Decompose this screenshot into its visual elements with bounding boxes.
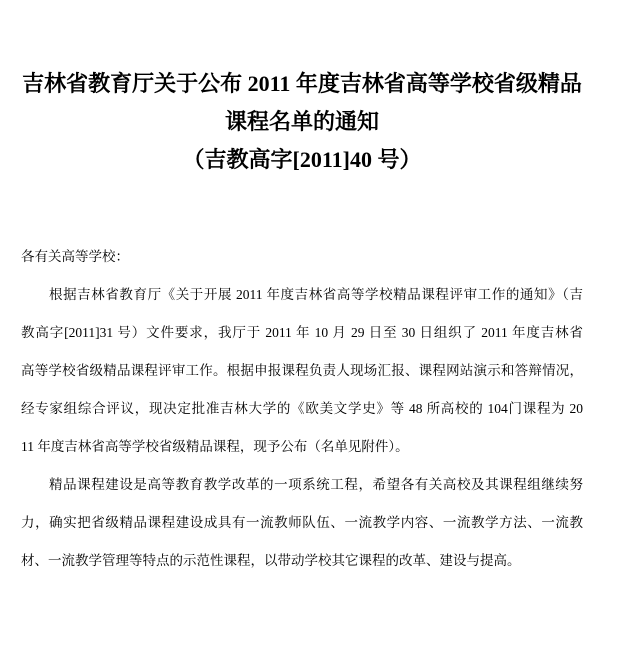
para-2-line-1: 精品课程建设是高等教育教学改革的一项系统工程，希望各有关高校及其课程组继续努 <box>49 477 583 492</box>
para-1-line-5: 11 年度吉林省高等学校省级精品课程，现予公布（名单见附件）。 <box>21 439 409 454</box>
document-number-line: （吉教高字[2011]40 号） <box>182 147 422 172</box>
document-title <box>21 65 583 179</box>
title-line-2: 课程名单的通知 <box>224 109 379 134</box>
para-2-line-2: 力，确实把省级精品课程建设成具有一流教师队伍、一流教学内容、一流教学方法、一流教 <box>21 515 583 530</box>
para-1-line-3: 高等学校省级精品课程评审工作。根据申报课程负责人现场汇报、课程网站演示和答辩情况， <box>21 363 583 378</box>
salutation: 各有关高等学校： <box>21 249 129 264</box>
para-1-line-1: 根据吉林省教育厅《关于开展 2011 年度吉林省高等学校精品课程评审工作的通知》（吉 <box>49 287 583 302</box>
paragraph-2 <box>21 466 583 580</box>
para-1-line-2: 教高字[2011]31 号）文件要求，我厅于 2011 年 10 月 29 日至 30 日组织了 2011 年度吉林省 <box>21 325 583 340</box>
paragraph-1 <box>21 276 583 466</box>
para-1-line-4: 经专家组综合评议，现决定批准吉林大学的《欧美文学史》等 48 所高校的 104门课程为 20 <box>21 401 583 416</box>
title-line-1: 吉林省教育厅关于公布 2011 年度吉林省高等学校省级精品 <box>22 71 582 96</box>
para-2-line-3: 材、一流教学管理等特点的示范性课程，以带动学校其它课程的改革、建设与提高。 <box>21 553 521 568</box>
document-body <box>21 238 583 580</box>
